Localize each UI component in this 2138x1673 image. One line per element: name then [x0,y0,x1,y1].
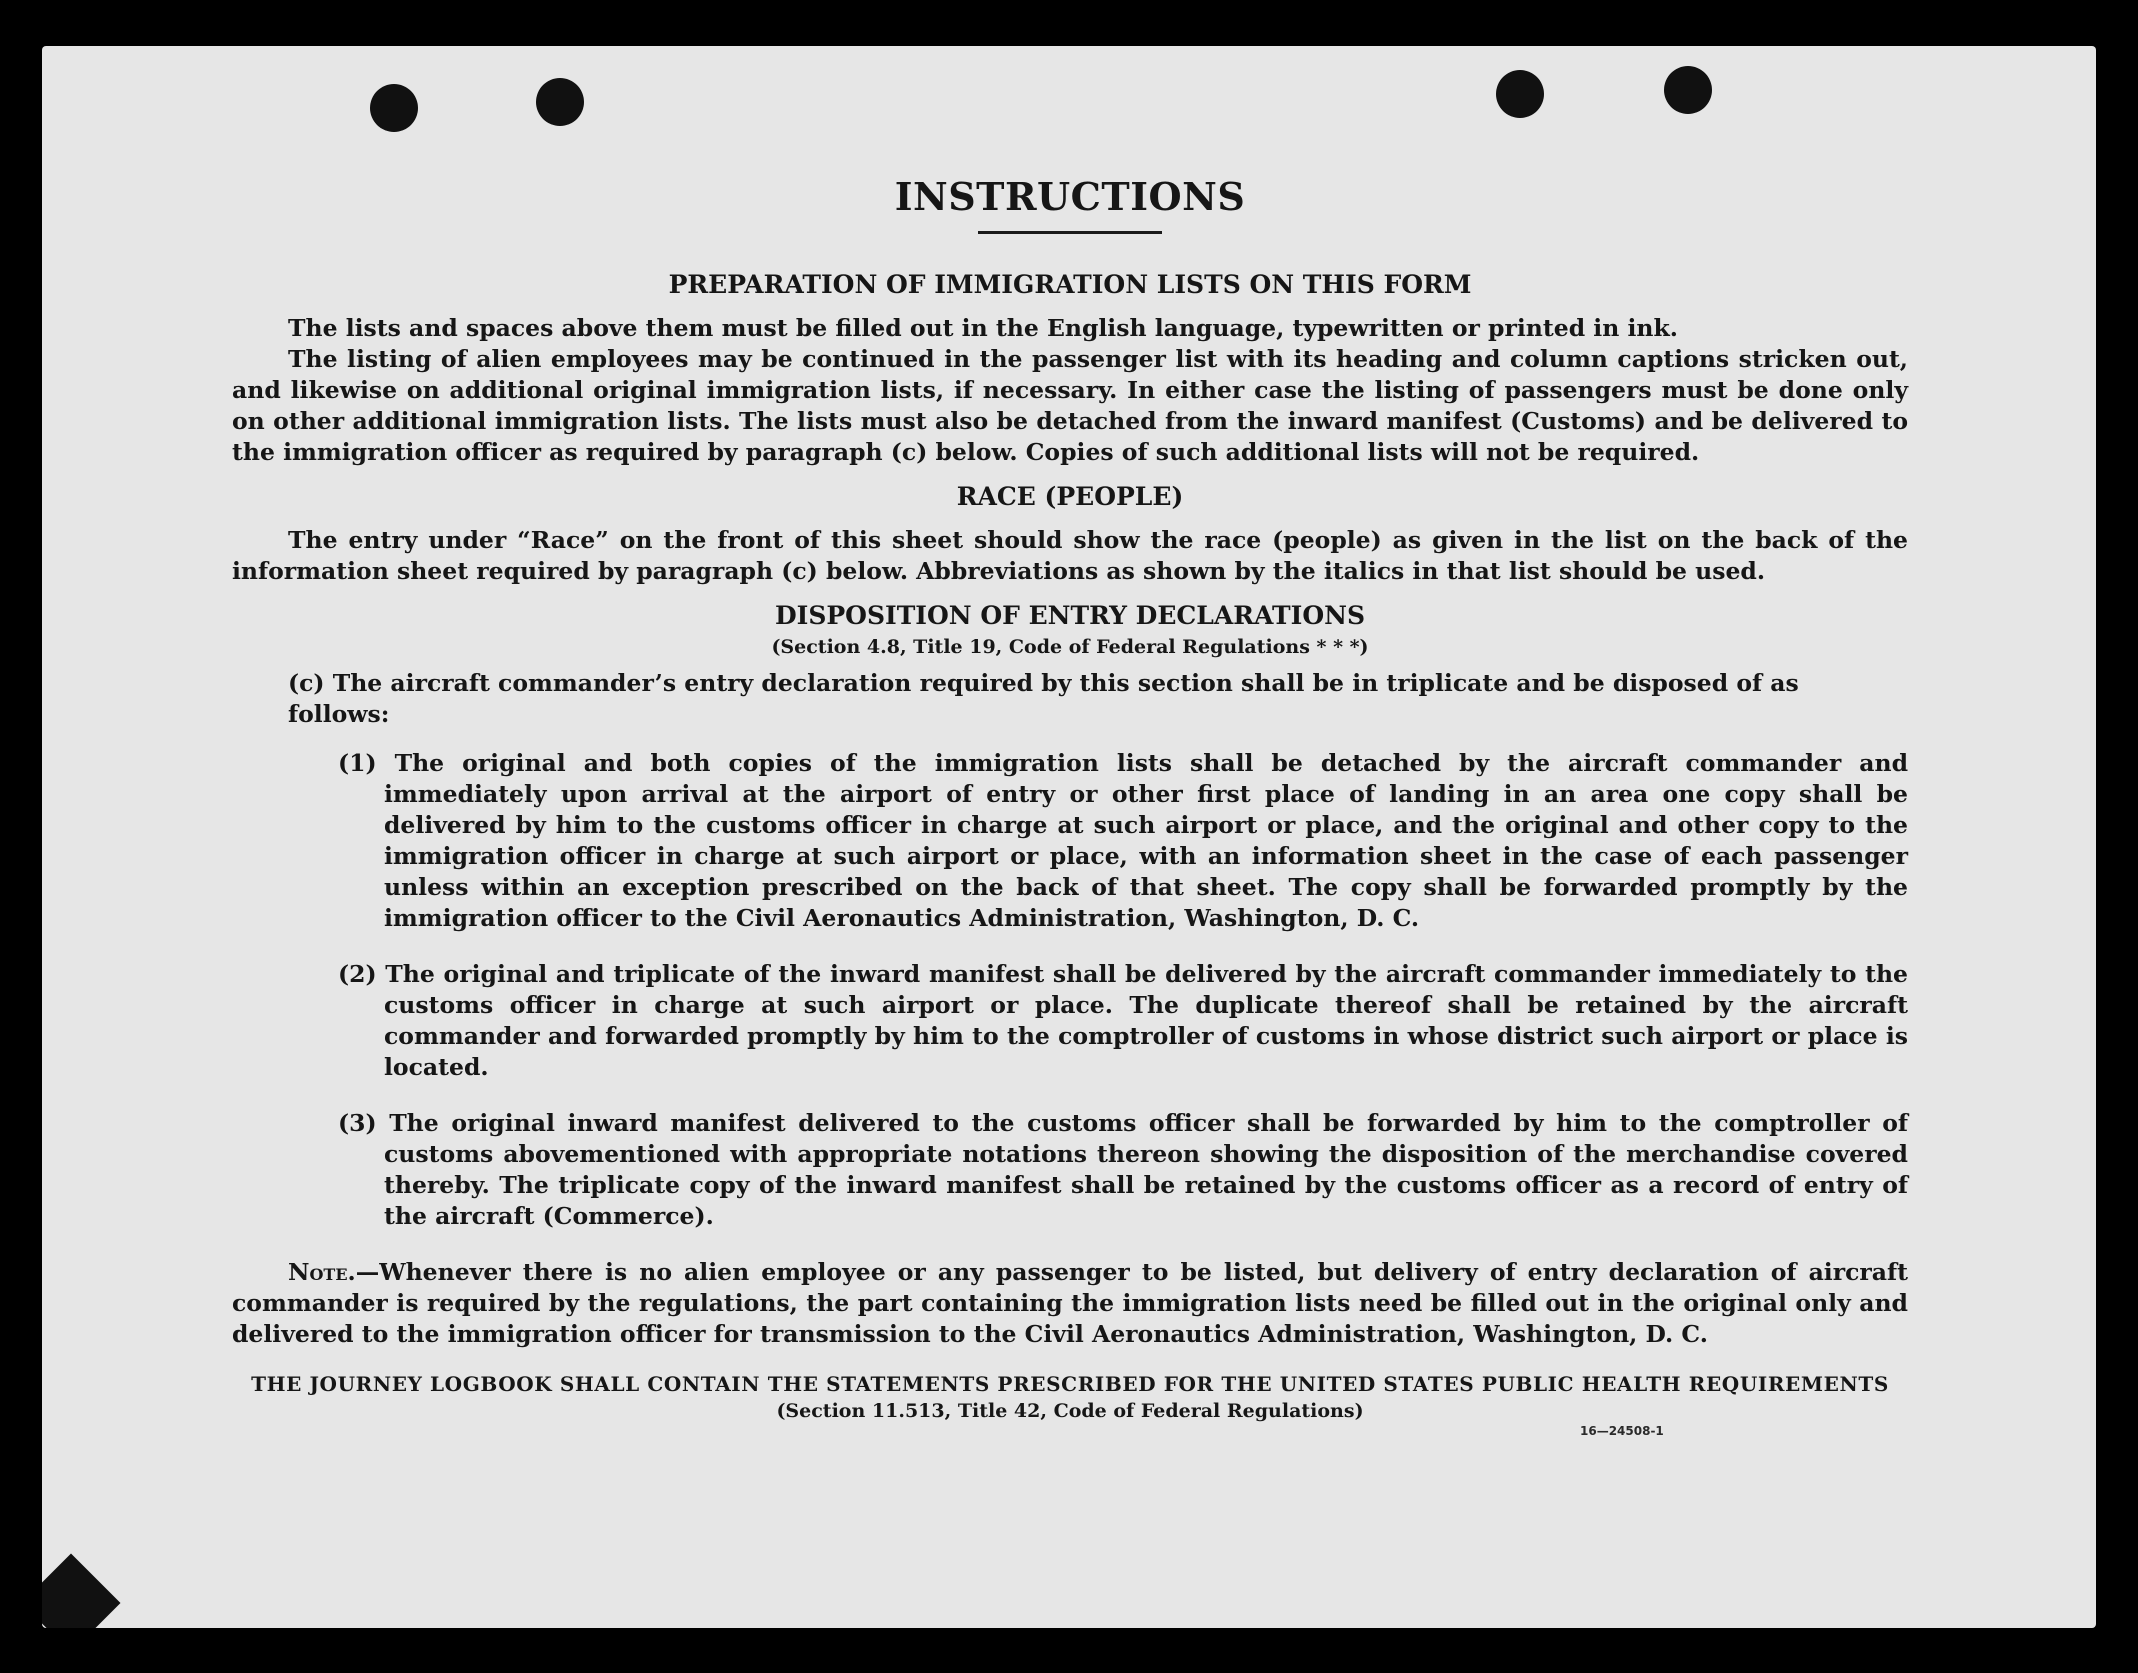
punch-hole [1496,70,1544,118]
title-underline [978,231,1162,234]
document-page [42,46,2096,1628]
disposition-item-2: (2) The original and triplicate of the inward manifest shall be delivered by the aircraft commander immediately to the customs officer in charge at such airport or place. The duplicate thereof shall be retained by the aircraft commander and forwarded promptly by him to the comptroller of customs in whose district such airport or place is located. [338,960,1908,1081]
preparation-heading: PREPARATION OF IMMIGRATION LISTS ON THIS FORM [668,270,1472,299]
race-paragraph: The entry under “Race” on the front of this sheet should show the race (people) as given in the list on the back of the information sheet required by paragraph (c) below. Abbreviations as shown by the italics in that list should be used. [232,526,1908,585]
footer-statement: THE JOURNEY LOGBOOK SHALL CONTAIN THE STATEMENTS PRESCRIBED FOR THE UNITED STATES PUBLIC HEALTH REQUIREMENTS [251,1372,1889,1396]
punch-hole [536,78,584,126]
note-paragraph [232,1257,1908,1350]
form-number: 16—24508-1 [1580,1424,1664,1438]
punch-hole [1664,66,1712,114]
disposition-item-1: (1) The original and both copies of the immigration lists shall be detached by the aircraft commander and immediately upon arrival at the airport of entry or other first place of landing in an area one copy shall be delivered by him to the customs officer in charge at such airport or place, and the original and other copy to the immigration officer in charge at such airport or place, with an information sheet in the case of each passenger unless within an exception prescribed on the back of that sheet. The copy shall be forwarded promptly by the immigration officer to the Civil Aeronautics Administration, Washington, D. C. [338,749,1908,932]
disposition-paragraph-c: (c) The aircraft commander’s entry declaration required by this section shall be in triplicate and be disposed of as follows: [288,669,1799,728]
note-lead: Note. [288,1258,356,1286]
folded-corner [42,1554,120,1628]
preparation-paragraph-2: The listing of alien employees may be continued in the passenger list with its heading and column captions stricken out, and likewise on additional original immigration lists, if necessary. In either case the listing of passengers must be done only on other additional immigration lists. The lists must also be detached from the inward manifest (Customs) and be delivered to the immigration officer as required by paragraph (c) below. Copies of such additional lists will not be required. [232,345,1908,466]
disposition-item-3: (3) The original inward manifest delivered to the customs officer shall be forwarded by him to the comptroller of customs abovementioned with appropriate notations thereon showing the disposition of the merchandise covered thereby. The triplicate copy of the inward manifest shall be retained by the customs officer as a record of entry of the aircraft (Commerce). [338,1109,1908,1230]
instructions-content [232,124,1908,1422]
footer-citation: (Section 11.513, Title 42, Code of Federal Regulations) [776,1400,1364,1422]
race-heading: RACE (PEOPLE) [956,482,1184,511]
disposition-heading: DISPOSITION OF ENTRY DECLARATIONS [774,601,1366,630]
note-text: —Whenever there is no alien employee or any passenger to be listed, but delivery of entry declaration of aircraft commander is required by the regulations, the part containing the immigration lists need be filled out in the original only and delivered to the immigration officer for transmission to the Civil Aeronautics Administration, Washington, D. C. [232,1258,1908,1348]
page-title: INSTRUCTIONS [894,174,1246,219]
disposition-citation: (Section 4.8, Title 19, Code of Federal Regulations * * *) [771,636,1369,658]
preparation-paragraph-1: The lists and spaces above them must be filled out in the English language, typewritten or printed in ink. [288,314,1678,342]
